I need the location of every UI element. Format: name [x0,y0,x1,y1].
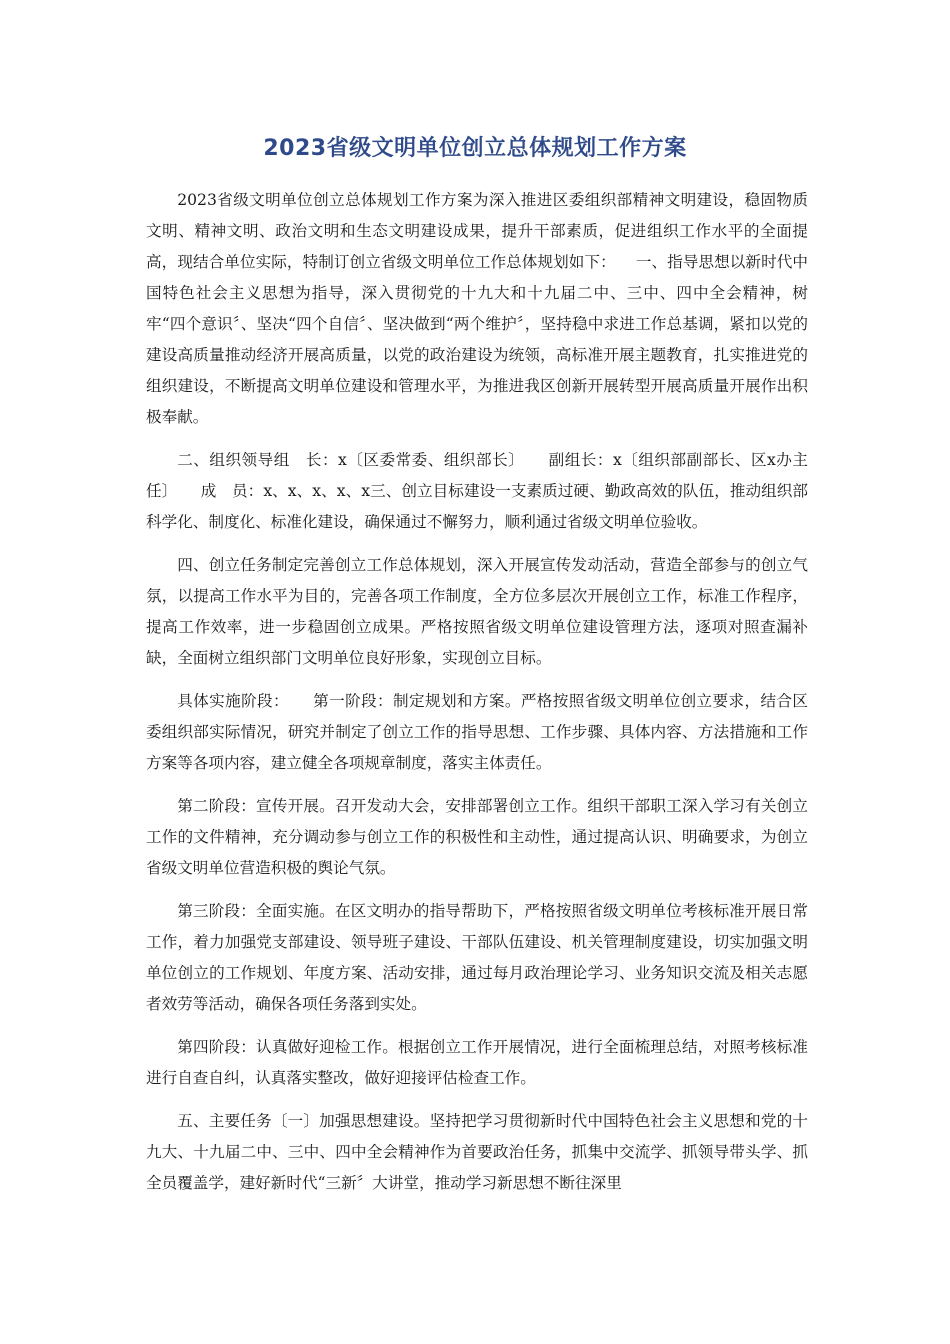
document-body [146,185,808,1199]
paragraph-gap [146,1020,808,1032]
paragraph-stage-four: 第四阶段：认真做好迎检工作。根据创立工作开展情况，进行全面梳理总结，对照考核标准进行自查自纠，认真落实整改，做好迎接评估检查工作。 [146,1038,808,1087]
paragraph-gap [146,538,808,550]
paragraph-stage-two: 第二阶段：宣传开展。召开发动大会，安排部署创立工作。组织干部职工深入学习有关创立工作的文件精神，充分调动参与创立工作的积极性和主动性，通过提高认识、明确要求，为创立省级文明单位营造积极的舆论气氛。 [146,797,808,877]
paragraph-stage-three: 第三阶段：全面实施。在区文明办的指导帮助下，严格按照省级文明单位考核标准开展日常工作，着力加强党支部建设、领导班子建设、干部队伍建设、机关管理制度建设，切实加强文明单位创立的工作规划、年度方案、活动安排，通过每月政治理论学习、业务知识交流及相关志愿者效劳等活动，确保各项任务落到实处。 [146,902,808,1013]
paragraph-gap [146,884,808,896]
paragraph-main-tasks: 五、主要任务〔一〕加强思想建设。坚持把学习贯彻新时代中国特色社会主义思想和党的十九大、十九届二中、三中、四中全会精神作为首要政治任务，抓集中交流学、抓领导带头学、抓全员覆盖学，建好新时代“三新〞大讲堂，推动学习新思想不断往深里 [146,1112,808,1192]
paragraph-leadership: 二、组织领导组 长：x〔区委常委、组织部长〕 副组长：x〔组织部副部长、区x办主任〕 成 员：x、x、x、x、x三、创立目标建设一支素质过硬、勤政高效的队伍，推动组织部科学化、制度化、标准化建设，确保通过不懈努力，顺利通过省级文明单位验收。 [146,451,808,531]
paragraph-gap [146,674,808,686]
paragraph-stage-one: 具体实施阶段： 第一阶段：制定规划和方案。严格按照省级文明单位创立要求，结合区委组织部实际情况，研究并制定了创立工作的指导思想、工作步骤、具体内容、方法措施和工作方案等各项内容，建立健全各项规章制度，落实主体责任。 [146,692,808,772]
document-title: 2023省级文明单位创立总体规划工作方案 [263,136,687,161]
paragraph-gap [146,1094,808,1106]
paragraph-intro: 2023省级文明单位创立总体规划工作方案为深入推进区委组织部精神文明建设，稳固物质文明、精神文明、政治文明和生态文明建设成果，提升干部素质，促进组织工作水平的全面提高，现结合单位实际，特制订创立省级文明单位工作总体规划如下： 一、指导思想以新时代中国特色社会主义思想为指导，深入贯彻党的十九大和十九届二中、三中、四中全会精神，树牢“四个意识〞、坚决“四个自信〞、坚决做到“两个维护〞，坚持稳中求进工作总基调，紧扣以党的建设高质量推动经济开展高质量，以党的政治建设为统领，高标准开展主题教育，扎实推进党的组织建设，不断提高文明单位建设和管理水平，为推进我区创新开展转型开展高质量开展作出积极奉献。 [146,191,808,426]
paragraph-gap [146,779,808,791]
paragraph-gap [146,433,808,445]
paragraph-tasks: 四、创立任务制定完善创立工作总体规划，深入开展宣传发动活动，营造全部参与的创立气氛，以提高工作水平为目的，完善各项工作制度，全方位多层次开展创立工作，标准工作程序，提高工作效率，进一步稳固创立成果。严格按照省级文明单位建设管理方法，逐项对照查漏补缺，全面树立组织部门文明单位良好形象，实现创立目标。 [146,556,808,667]
